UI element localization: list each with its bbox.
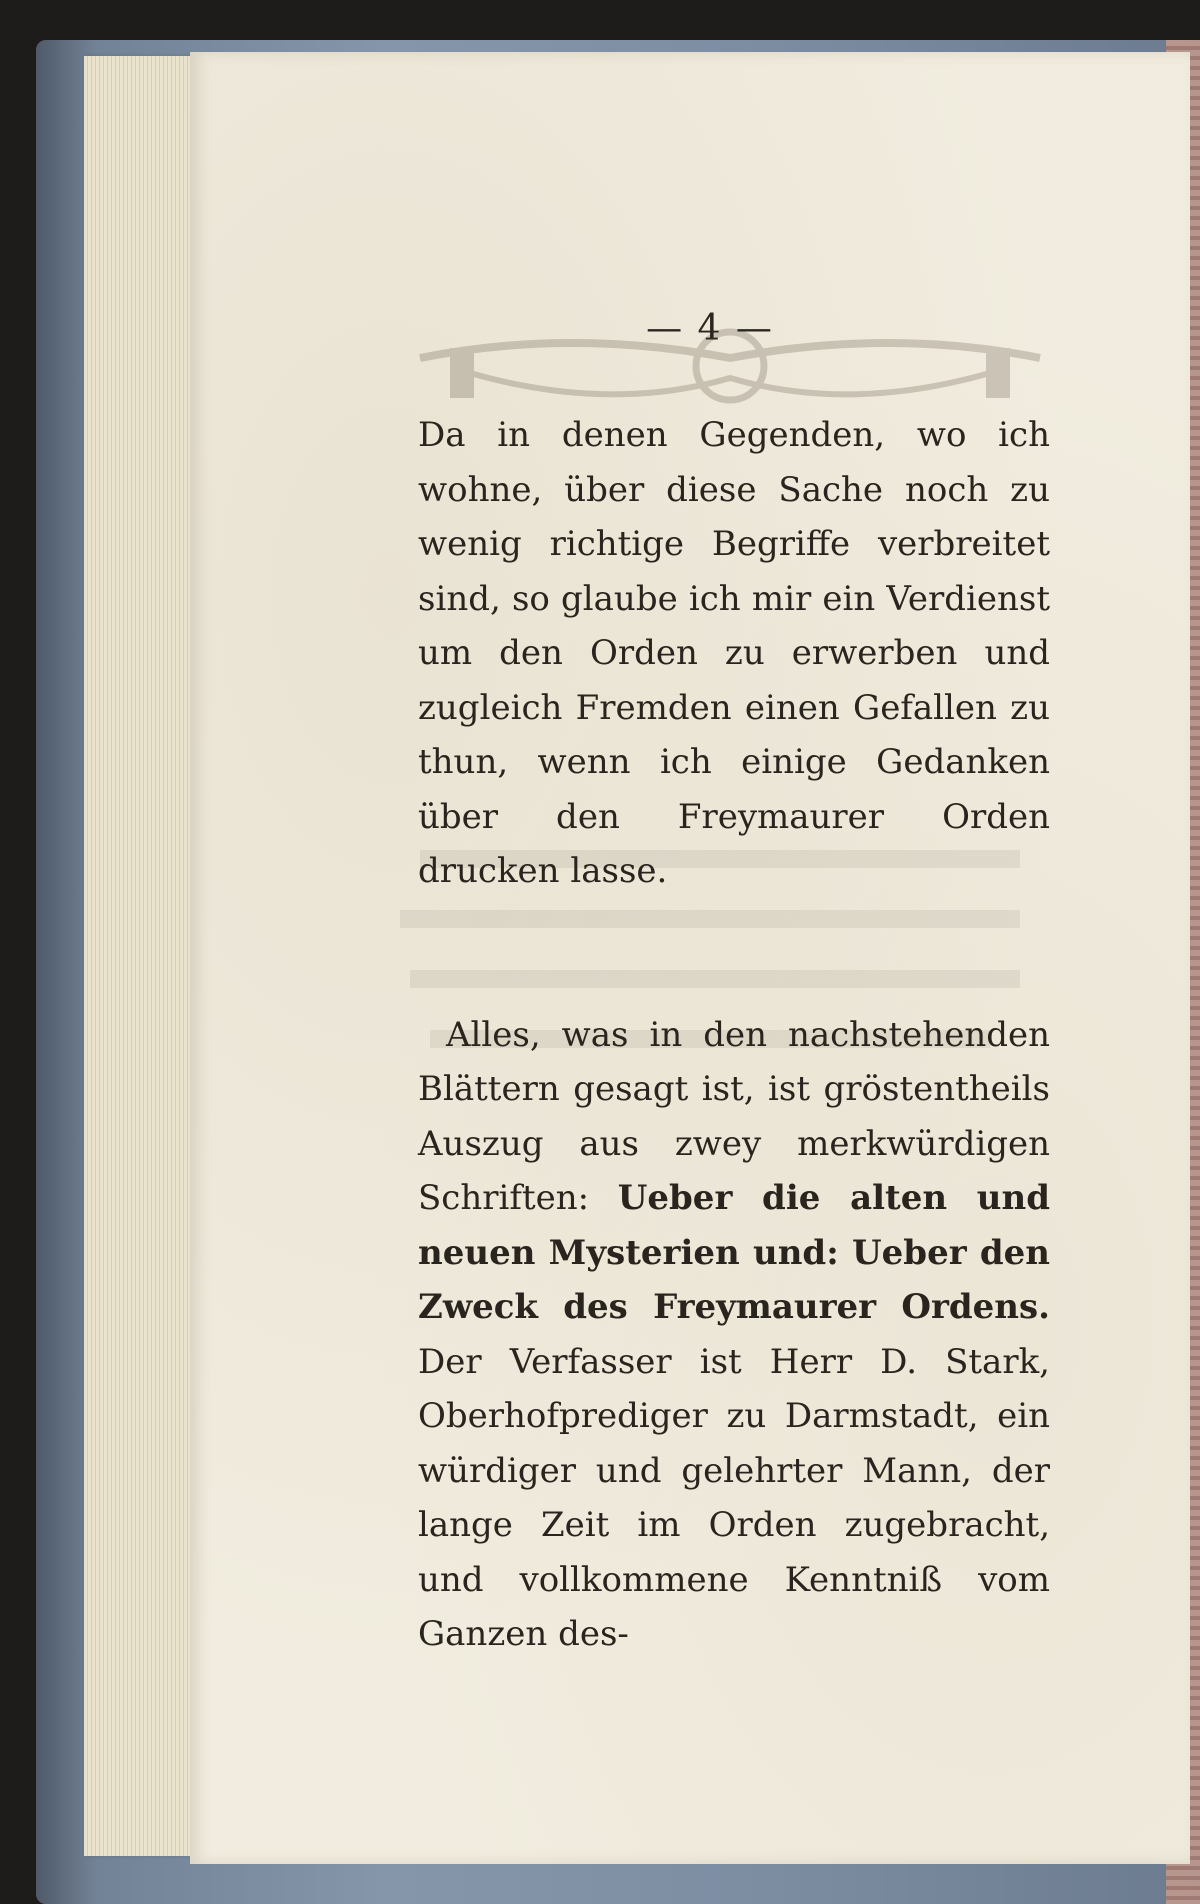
paragraph-2-intro: Alles, was in den nachstehenden Blättern gesagt ist, ist gröstentheils Auszug aus zwey merkwürdigen Schriften: (418, 1014, 1050, 1218)
paragraph-2 (418, 1008, 1050, 1662)
book-titles: Ueber die alten und neuen Mysterien und: Ueber den Zweck des Freymaurer Ordens. (418, 1178, 1050, 1327)
page-text (418, 408, 1050, 1662)
paragraph-2-rest: Der Verfasser ist Herr D. Stark, Oberhofprediger zu Darmstadt, ein würdiger und gelehrter Mann, der lange Zeit im Orden zugebracht, und vollkommene Kenntniß vom Ganzen des- (418, 1341, 1050, 1654)
page-number: — 4 — (646, 308, 774, 349)
paragraph-1: Da in denen Gegenden, wo ich wohne, über diese Sache noch zu wenig richtige Begriffe verbreitet sind, so glaube ich mir ein Verdienst um den Orden zu erwerben und zugleich Fremden einen Gefallen zu thun, wenn ich einige Gedanken über den Freymaurer Orden drucken lasse. (418, 415, 1050, 891)
page-edges (84, 56, 194, 1856)
